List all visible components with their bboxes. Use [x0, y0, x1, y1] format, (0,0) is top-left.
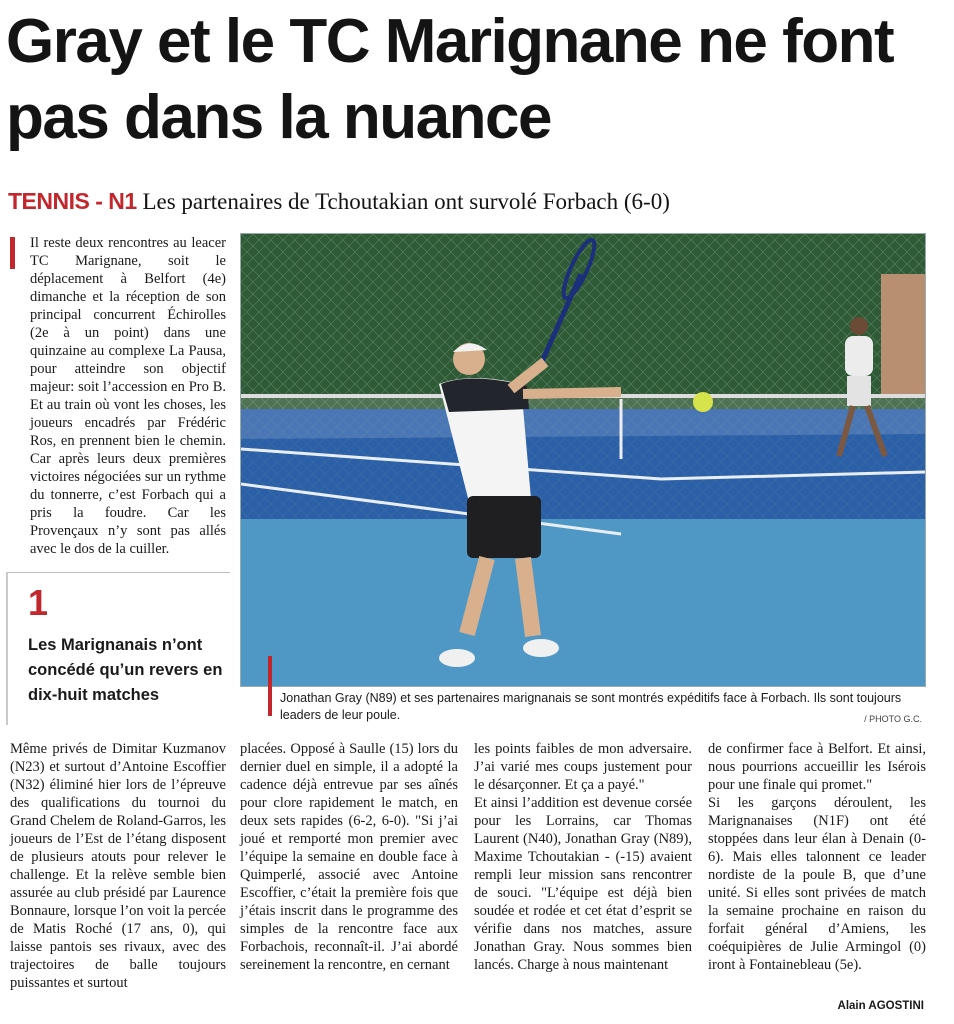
deck-text: Les partenaires de Tchoutakian ont survolé Forbach (6-0): [142, 189, 670, 214]
tennis-photo-illustration: [241, 234, 925, 686]
fact-box: [6, 572, 230, 725]
intro-paragraph: Il reste deux rencontres au leacer TC Marignane, soit le déplacement à Belfort (4e) dimanche et la réception de son principal concurrent Échirolles (2e à un point) dans une quinzaine au complexe La Pausa, pour atteindre son objectif majeur: soit l’accession en Pro B. Et au train où vont les choses, les joueurs encadrés par Frédéric Ros, en prennent bien le chemin. Car après leurs deux premières victoires négociées sur un rythme du tonnerre, c’est Forbach qui a pris la foudre. Car les Provençaux n’y sont pas allés avec le dos de la cuiller.: [30, 235, 226, 557]
deck: [8, 186, 948, 217]
byline: Alain AGOSTINI: [837, 1000, 924, 1012]
tennis-photo: [240, 233, 926, 687]
headline: Gray et le TC Marignane ne font pas dans la nuance: [6, 7, 894, 152]
fact-text: Les Marignanais n’ont concédé qu’un revers en dix-huit matches: [28, 636, 223, 704]
body-column-1: Même privés de Dimitar Kuzmanov (N23) et surtout d’Antoine Escoffier (N32) éliminé hier lors de l’épreuve des qualifications du tournoi du Grand Chelem de Roland-Garros, les joueurs de l’Est de l’étang disposent de plusieurs atouts pour relever le challenge. Et la relève semble bien assurée au club présidé par Laurence Bonnaure, lorsque l’on voit la percée de Matis Roché (17 ans, 0), qui laisse pantois ses rivaux, avec des trajectoires de balle toujours puissantes et surtout: [10, 741, 226, 991]
body-column-3: les points faibles de mon adversaire. J’ai varié mes coups justement pour le désarçonner. Et ça a payé." Et ainsi l’addition est devenue corsée pour les Lorrains, car Thomas Laurent (N40), Jonathan Gray (N89), Maxime Tchoutakian - (-15) avaient rempli leur mission sans rencontrer de souci. "L’équipe est déjà bien soudée et rodée et cet état d’esprit se vérifie dans nos matches, assure Jonathan Gray. Nous sommes bien lancés. Charge à nous maintenant: [474, 741, 692, 973]
body-column-4: de confirmer face à Belfort. Et ainsi, nous pourrions accueillir les Isérois pour une finale qui promet." Si les garçons déroulent, les Marignanaises (N1F) ont été stoppées dans leur élan à Denain (0-6). Mais elles talonnent ce leader nordiste de la poule B, que d’une unité. Si elles sont privées de match la semaine prochaine en raison du forfait général d’Amiens, les coéquipières de Julie Armingol (0) iront à Fontainebleau (5e).: [708, 741, 926, 973]
fact-number: 1: [28, 582, 49, 623]
drop-cap-bar: [10, 237, 15, 269]
caption-bar: [268, 656, 272, 716]
kicker: TENNIS - N1: [8, 188, 137, 214]
photo-credit: / PHOTO G.C.: [864, 714, 922, 724]
photo-caption: Jonathan Gray (N89) et ses partenaires marignanais se sont montrés expéditifs face à Forbach. Ils sont toujours leaders de leur poule.: [280, 691, 902, 722]
body-column-2: placées. Opposé à Saulle (15) lors du dernier duel en simple, il a adopté la cadence déjà entrevue par ses aînés pour clore rapidement le match, en deux sets rapides (6-2, 6-0). "Si j’ai joué et remporté mon premier avec l’équipe la semaine en double face à Quimperlé, associé avec Antoine Escoffier, c’était la première fois que j’étais inscrit dans le programme des simples de la rencontre face aux Forbachois, reconnaît-il. J’ai abordé sereinement la rencontre, en cernant: [240, 741, 458, 973]
